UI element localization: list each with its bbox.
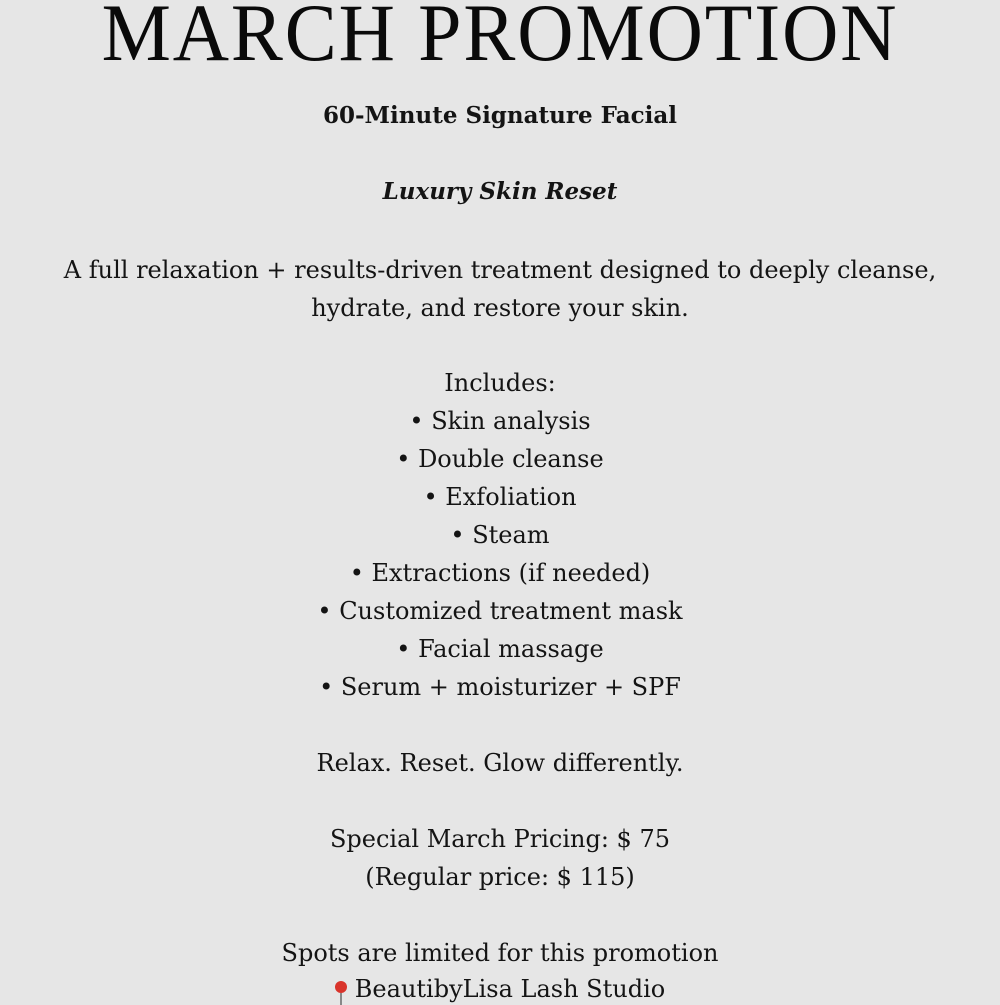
include-item: • Facial massage bbox=[396, 635, 604, 663]
service-name: 60-Minute Signature Facial bbox=[323, 102, 677, 129]
include-item: • Skin analysis bbox=[409, 407, 591, 435]
pin-icon bbox=[335, 981, 347, 993]
include-item: • Double cleanse bbox=[396, 445, 604, 473]
include-item: • Serum + moisturizer + SPF bbox=[319, 673, 681, 701]
includes-label: Includes: bbox=[444, 369, 556, 397]
include-item: • Customized treatment mask bbox=[317, 597, 683, 625]
tagline: Luxury Skin Reset bbox=[382, 178, 618, 205]
description-line-2: hydrate, and restore your skin. bbox=[311, 294, 689, 322]
limited-notice: Spots are limited for this promotion bbox=[281, 939, 719, 967]
description-line-1: A full relaxation + results-driven treatment designed to deeply cleanse, bbox=[63, 256, 937, 284]
special-price: Special March Pricing: $ 75 bbox=[329, 825, 670, 853]
promo-title: MARCH PROMOTION bbox=[101, 0, 899, 78]
include-item: • Steam bbox=[450, 521, 550, 549]
slogan: Relax. Reset. Glow differently. bbox=[316, 749, 684, 777]
location-name: BeautibyLisa Lash Studio bbox=[354, 975, 666, 1003]
include-item: • Exfoliation bbox=[423, 483, 577, 511]
location bbox=[0, 975, 1000, 1003]
regular-price: (Regular price: $ 115) bbox=[365, 863, 635, 891]
include-item: • Extractions (if needed) bbox=[349, 559, 651, 587]
